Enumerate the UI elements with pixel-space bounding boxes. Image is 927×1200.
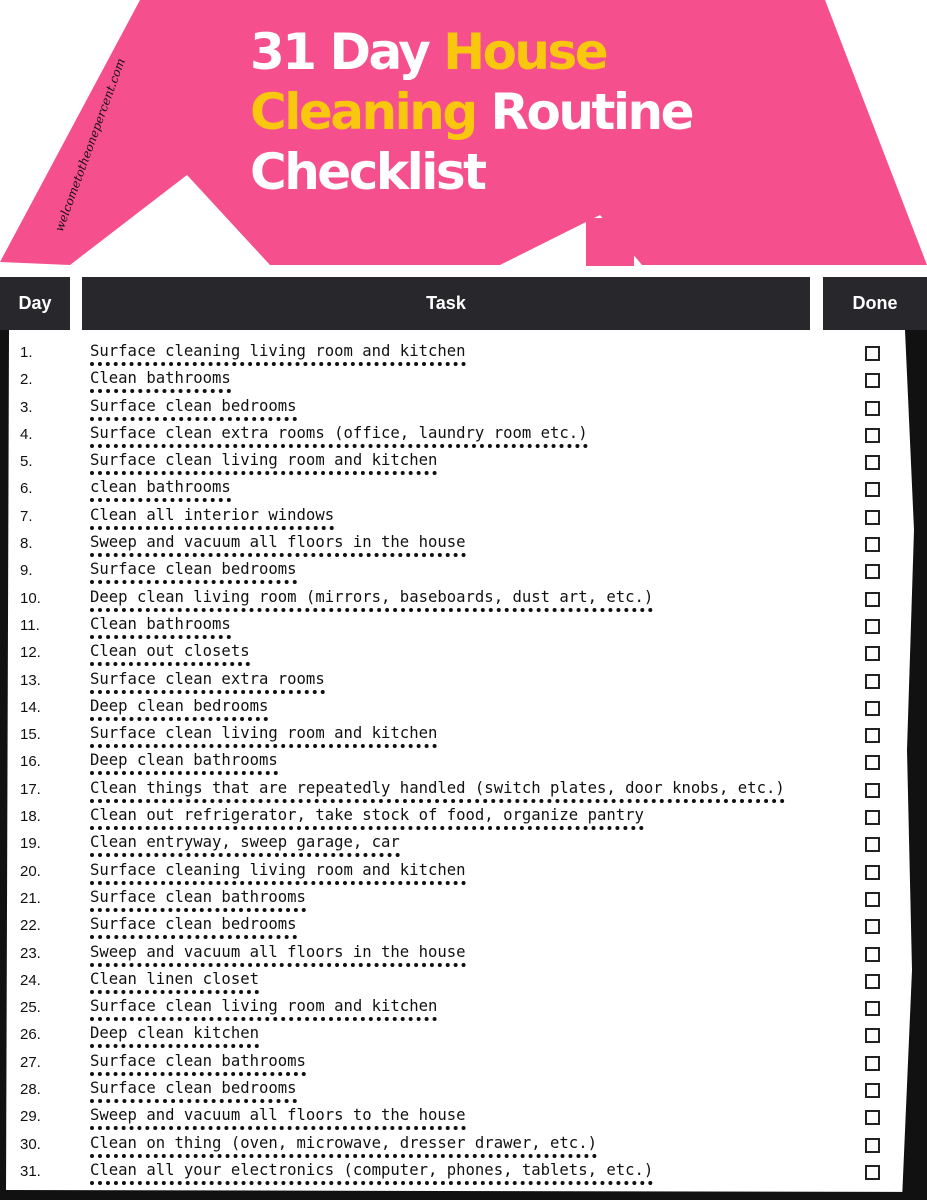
task-list bbox=[0, 340, 927, 1186]
task-day-number: 20. bbox=[20, 862, 41, 880]
task-day-number: 7. bbox=[20, 507, 33, 525]
title-line2-white: Routine bbox=[490, 83, 693, 141]
task-text: Surface clean bathrooms bbox=[90, 1052, 306, 1076]
task-day-number: 24. bbox=[20, 971, 41, 989]
task-day-number: 2. bbox=[20, 371, 33, 389]
task-row bbox=[0, 968, 927, 995]
done-checkbox[interactable] bbox=[865, 755, 880, 770]
task-day-number: 8. bbox=[20, 535, 33, 553]
task-text: Clean all your electronics (computer, phones, tablets, etc.) bbox=[90, 1161, 653, 1185]
task-row bbox=[0, 886, 927, 913]
task-row bbox=[0, 1132, 927, 1159]
done-checkbox[interactable] bbox=[865, 1056, 880, 1071]
task-day-number: 9. bbox=[20, 562, 33, 580]
task-text: Surface clean extra rooms (office, laundry room etc.) bbox=[90, 424, 588, 448]
task-text: Clean out refrigerator, take stock of food, organize pantry bbox=[90, 806, 644, 830]
task-text: Clean entryway, sweep garage, car bbox=[90, 833, 400, 857]
task-row bbox=[0, 504, 927, 531]
task-row bbox=[0, 695, 927, 722]
task-text: Clean linen closet bbox=[90, 970, 259, 994]
done-checkbox[interactable] bbox=[865, 783, 880, 798]
done-checkbox[interactable] bbox=[865, 1083, 880, 1098]
task-text: Clean out closets bbox=[90, 642, 250, 666]
done-checkbox[interactable] bbox=[865, 346, 880, 361]
task-text: Surface clean extra rooms bbox=[90, 670, 325, 694]
task-day-number: 23. bbox=[20, 944, 41, 962]
done-checkbox[interactable] bbox=[865, 1138, 880, 1153]
task-text: Clean things that are repeatedly handled (switch plates, door knobs, etc.) bbox=[90, 779, 785, 803]
task-text: Surface clean bedrooms bbox=[90, 397, 297, 421]
frame-bottom-edge bbox=[0, 1190, 927, 1200]
task-day-number: 12. bbox=[20, 644, 41, 662]
task-row bbox=[0, 422, 927, 449]
done-checkbox[interactable] bbox=[865, 1001, 880, 1016]
task-day-number: 15. bbox=[20, 726, 41, 744]
task-row bbox=[0, 340, 927, 367]
done-checkbox[interactable] bbox=[865, 919, 880, 934]
title-line1-yellow: House bbox=[443, 23, 607, 81]
task-day-number: 26. bbox=[20, 1026, 41, 1044]
task-text: Surface clean living room and kitchen bbox=[90, 451, 437, 475]
done-checkbox[interactable] bbox=[865, 401, 880, 416]
task-day-number: 11. bbox=[20, 616, 40, 634]
task-text: Surface cleaning living room and kitchen bbox=[90, 861, 466, 885]
task-day-number: 3. bbox=[20, 398, 33, 416]
column-header-task: Task bbox=[82, 277, 810, 330]
task-row bbox=[0, 995, 927, 1022]
task-text: Surface clean bedrooms bbox=[90, 915, 297, 939]
task-day-number: 28. bbox=[20, 1081, 41, 1099]
task-text: Surface clean living room and kitchen bbox=[90, 997, 437, 1021]
task-text: Sweep and vacuum all floors in the house bbox=[90, 533, 466, 557]
task-text: Sweep and vacuum all floors in the house bbox=[90, 943, 466, 967]
task-text: Deep clean living room (mirrors, baseboards, dust art, etc.) bbox=[90, 588, 653, 612]
task-text: Deep clean bedrooms bbox=[90, 697, 268, 721]
task-text: Clean bathrooms bbox=[90, 615, 231, 639]
task-day-number: 16. bbox=[20, 753, 41, 771]
done-checkbox[interactable] bbox=[865, 1028, 880, 1043]
task-text: Deep clean kitchen bbox=[90, 1024, 259, 1048]
task-row bbox=[0, 1159, 927, 1186]
task-text: Surface clean bathrooms bbox=[90, 888, 306, 912]
title-line1-white: 31 Day bbox=[250, 23, 429, 81]
task-row bbox=[0, 640, 927, 667]
done-checkbox[interactable] bbox=[865, 455, 880, 470]
done-checkbox[interactable] bbox=[865, 373, 880, 388]
task-row bbox=[0, 859, 927, 886]
done-checkbox[interactable] bbox=[865, 947, 880, 962]
task-text: Surface clean bedrooms bbox=[90, 560, 297, 584]
done-checkbox[interactable] bbox=[865, 674, 880, 689]
task-day-number: 21. bbox=[20, 889, 41, 907]
page-title bbox=[250, 22, 692, 202]
website-url: welcometotheonepercent.com bbox=[52, 56, 128, 234]
task-text: clean bathrooms bbox=[90, 478, 231, 502]
task-row bbox=[0, 722, 927, 749]
task-day-number: 29. bbox=[20, 1108, 41, 1126]
task-row bbox=[0, 777, 927, 804]
task-row bbox=[0, 586, 927, 613]
task-day-number: 22. bbox=[20, 917, 41, 935]
title-line2-yellow: Cleaning bbox=[250, 83, 476, 141]
done-checkbox[interactable] bbox=[865, 510, 880, 525]
task-day-number: 18. bbox=[20, 808, 41, 826]
chimney-shape bbox=[586, 218, 634, 266]
task-day-number: 31. bbox=[20, 1162, 41, 1180]
done-checkbox[interactable] bbox=[865, 974, 880, 989]
task-day-number: 13. bbox=[20, 671, 41, 689]
task-row bbox=[0, 367, 927, 394]
task-row bbox=[0, 1050, 927, 1077]
task-row bbox=[0, 613, 927, 640]
task-day-number: 27. bbox=[20, 1053, 41, 1071]
task-row bbox=[0, 1022, 927, 1049]
done-checkbox[interactable] bbox=[865, 701, 880, 716]
done-checkbox[interactable] bbox=[865, 619, 880, 634]
done-checkbox[interactable] bbox=[865, 646, 880, 661]
task-row bbox=[0, 395, 927, 422]
done-checkbox[interactable] bbox=[865, 1110, 880, 1125]
task-day-number: 19. bbox=[20, 835, 41, 853]
task-day-number: 6. bbox=[20, 480, 33, 498]
column-header-day: Day bbox=[0, 277, 70, 330]
task-text: Clean all interior windows bbox=[90, 506, 334, 530]
task-row bbox=[0, 941, 927, 968]
column-header-done: Done bbox=[823, 277, 927, 330]
task-day-number: 17. bbox=[20, 780, 41, 798]
task-text: Surface clean living room and kitchen bbox=[90, 724, 437, 748]
task-day-number: 30. bbox=[20, 1135, 41, 1153]
done-checkbox[interactable] bbox=[865, 564, 880, 579]
done-checkbox[interactable] bbox=[865, 428, 880, 443]
task-text: Clean on thing (oven, microwave, dresser drawer, etc.) bbox=[90, 1134, 597, 1158]
task-row bbox=[0, 804, 927, 831]
task-row bbox=[0, 749, 927, 776]
done-checkbox[interactable] bbox=[865, 892, 880, 907]
task-row bbox=[0, 1104, 927, 1131]
task-text: Surface clean bedrooms bbox=[90, 1079, 297, 1103]
task-row bbox=[0, 668, 927, 695]
task-row bbox=[0, 531, 927, 558]
done-checkbox[interactable] bbox=[865, 482, 880, 497]
done-checkbox[interactable] bbox=[865, 1165, 880, 1180]
task-day-number: 1. bbox=[20, 344, 33, 361]
done-checkbox[interactable] bbox=[865, 865, 880, 880]
task-text: Surface cleaning living room and kitchen bbox=[90, 342, 466, 366]
task-row bbox=[0, 1077, 927, 1104]
task-row bbox=[0, 558, 927, 585]
task-text: Clean bathrooms bbox=[90, 369, 231, 393]
task-day-number: 4. bbox=[20, 425, 33, 443]
done-checkbox[interactable] bbox=[865, 810, 880, 825]
task-row bbox=[0, 913, 927, 940]
done-checkbox[interactable] bbox=[865, 728, 880, 743]
done-checkbox[interactable] bbox=[865, 837, 880, 852]
task-day-number: 14. bbox=[20, 698, 41, 716]
task-row bbox=[0, 476, 927, 503]
title-line3-white: Checklist bbox=[250, 143, 485, 201]
task-row bbox=[0, 449, 927, 476]
task-row bbox=[0, 831, 927, 858]
task-text: Sweep and vacuum all floors to the house bbox=[90, 1106, 466, 1130]
done-checkbox[interactable] bbox=[865, 537, 880, 552]
done-checkbox[interactable] bbox=[865, 592, 880, 607]
task-day-number: 25. bbox=[20, 999, 41, 1017]
task-day-number: 10. bbox=[20, 589, 41, 607]
task-day-number: 5. bbox=[20, 453, 33, 471]
task-text: Deep clean bathrooms bbox=[90, 751, 278, 775]
